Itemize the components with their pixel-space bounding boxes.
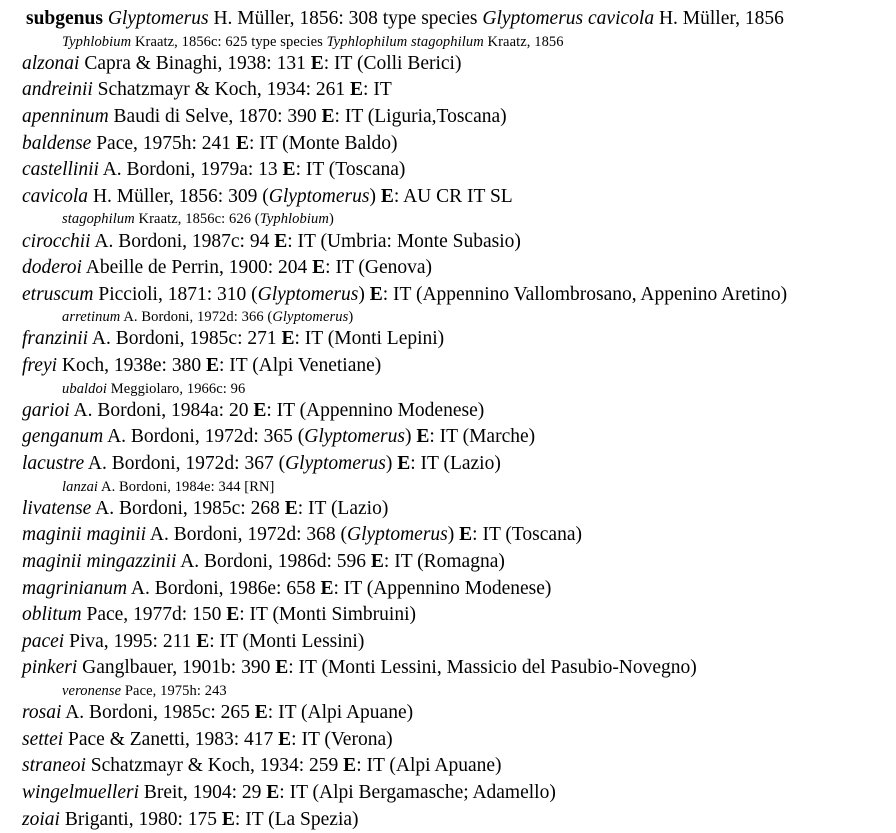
synonym-name: lanzai (62, 478, 99, 495)
species-name: maginii maginii (22, 524, 147, 546)
synonym-author: A. Bordoni, 1972d: 366 (123, 309, 264, 326)
species-author: Pace, 1977d: 150 (86, 604, 222, 626)
species-author: A. Bordoni, 1972d: 367 (87, 453, 274, 475)
status-code: E (275, 657, 289, 679)
species-synonym (0, 682, 896, 700)
status-code: E (235, 132, 249, 154)
species-entry (0, 700, 896, 727)
subgenus-type-author: H. Müller, 1856 (658, 8, 784, 29)
species-name: magrinianum (22, 577, 128, 599)
species-author: A. Bordoni, 1985c: 271 (91, 328, 277, 350)
status-code: E (253, 399, 267, 421)
species-author: Koch, 1938e: 380 (61, 355, 202, 377)
species-author: Ganglbauer, 1901b: 390 (82, 657, 271, 679)
status-code: E (254, 702, 268, 724)
species-name: castellinii (22, 159, 99, 181)
species-author: A. Bordoni, 1987c: 94 (94, 230, 270, 252)
species-author: A. Bordoni, 1972d: 365 (107, 426, 293, 448)
species-subgenus: Glyptomerus (257, 283, 359, 305)
distribution: : IT (La Spezia) (234, 808, 359, 830)
species-entry (0, 353, 896, 380)
distribution: : IT (Monti Lessini, Massicio del Pasubio-Novegno) (288, 657, 697, 679)
distribution: : IT (Umbria: Monte Subasio) (287, 230, 521, 252)
species-name: baldense (22, 132, 92, 154)
species-entry (0, 576, 896, 603)
species-entry (0, 131, 896, 158)
species-name: etruscum (22, 283, 94, 305)
species-entry (0, 496, 896, 523)
species-name: settei (22, 728, 64, 750)
species-entry: cavicola H. Müller, 1856: 309 (Glyptomerus) E: AU CR IT SL (22, 185, 513, 207)
distribution: : IT (Liguria,Toscana) (334, 105, 507, 127)
distribution: : IT (Toscana) (472, 524, 582, 546)
status-code: E (370, 550, 384, 572)
status-code: E (226, 604, 240, 626)
status-code: E (380, 185, 394, 207)
distribution: : IT (Romagna) (383, 550, 505, 572)
distribution: : IT (Alpi Bergamasche; Adamello) (279, 781, 556, 803)
species-synonym: arretinum A. Bordoni, 1972d: 366 (Glyptomerus) (62, 309, 354, 326)
status-code: E (278, 728, 292, 750)
species-name: rosai (22, 702, 62, 724)
species-author: A. Bordoni, 1972d: 368 (149, 524, 336, 546)
species-entry: lacustre A. Bordoni, 1972d: 367 (Glyptomerus) E: IT (Lazio) (22, 453, 501, 475)
distribution: : AU CR IT SL (393, 185, 513, 207)
distribution: : IT (Toscana) (295, 159, 406, 181)
species-entry (0, 398, 896, 425)
distribution: : IT (363, 79, 392, 101)
synonym-name: ubaldoi (62, 380, 108, 397)
status-code: E (343, 755, 357, 777)
synonym-type-author: Kraatz, 1856 (487, 33, 564, 50)
species-name: livatense (22, 497, 92, 519)
species-name: oblitum (22, 604, 82, 626)
subgenus-synonym (0, 33, 896, 51)
species-synonym: stagophilum Kraatz, 1856c: 626 (Typhlobium) (62, 211, 334, 228)
species-author: A. Bordoni, 1986d: 596 (180, 550, 367, 572)
species-subgenus: Glyptomerus (268, 185, 370, 207)
species-entry (0, 229, 896, 256)
subgenus-heading (0, 6, 896, 33)
synonym-type-species: Typhlophilum stagophilum (326, 33, 484, 50)
status-code: E (221, 808, 235, 830)
subgenus-type-species: Glyptomerus cavicola (482, 8, 655, 29)
synonym-author: Kraatz, 1856c: 625 type species (134, 33, 323, 50)
species-list (0, 51, 896, 833)
status-code: E (196, 630, 210, 652)
species-name: pacei (22, 630, 65, 652)
status-code: E (350, 79, 364, 101)
distribution: : IT (Monti Lepini) (294, 328, 445, 350)
species-entry (0, 549, 896, 576)
synonym-subgenus: Typhlobium (259, 211, 329, 228)
species-subgenus: Glyptomerus (304, 426, 405, 448)
species-entry (0, 326, 896, 353)
species-name: lacustre (22, 453, 85, 475)
species-author: A. Bordoni, 1985c: 268 (95, 497, 280, 519)
synonym-author: Meggiolaro, 1966c: 96 (110, 380, 246, 397)
species-name: franzinii (22, 328, 89, 350)
species-entry (0, 753, 896, 780)
species-name: straneoi (22, 755, 86, 777)
species-name: andreinii (22, 79, 93, 101)
species-entry (0, 77, 896, 104)
status-code: E (320, 577, 334, 599)
status-code: E (281, 328, 295, 350)
species-entry (0, 157, 896, 184)
status-code: E (459, 524, 473, 546)
status-code: E (312, 257, 326, 279)
species-entry: maginii maginii A. Bordoni, 1972d: 368 (Glyptomerus) E: IT (Toscana) (22, 524, 582, 546)
distribution: : IT (Monti Lessini) (209, 630, 365, 652)
species-author: Breit, 1904: 29 (143, 781, 262, 803)
status-code: E (397, 453, 411, 475)
species-name: zoiai (22, 808, 60, 830)
status-code: E (369, 283, 383, 305)
species-name: pinkeri (22, 657, 78, 679)
distribution: : IT (Appennino Modenese) (333, 577, 552, 599)
species-author: Abeille de Perrin, 1900: 204 (85, 257, 308, 279)
species-entry (0, 629, 896, 656)
species-author: Briganti, 1980: 175 (64, 808, 218, 830)
species-name: wingelmuelleri (22, 781, 139, 803)
species-synonym (0, 380, 896, 398)
distribution: : IT (Alpi Venetiane) (218, 355, 382, 377)
status-code: E (416, 426, 430, 448)
status-code: E (321, 105, 335, 127)
status-code: E (284, 497, 298, 519)
species-name: apenninum (22, 105, 109, 127)
synonym-subgenus: Glyptomerus (272, 309, 349, 326)
status-code: E (282, 159, 296, 181)
species-author: Pace & Zanetti, 1983: 417 (68, 728, 274, 750)
subgenus-name: Glyptomerus (107, 8, 209, 29)
synonym-name: arretinum (62, 309, 121, 326)
synonym-name: Typhlobium (62, 33, 132, 50)
species-entry: genganum A. Bordoni, 1972d: 365 (Glyptomerus) E: IT (Marche) (22, 426, 536, 448)
species-author: Piccioli, 1871: 310 (98, 283, 247, 305)
species-entry (0, 807, 896, 833)
species-name: maginii mingazzinii (22, 550, 177, 572)
subgenus-author: H. Müller, 1856: 308 type species (213, 8, 478, 29)
species-name: doderoi (22, 257, 82, 279)
species-name: cavicola (22, 185, 89, 207)
status-code: E (274, 230, 288, 252)
species-author: Schatzmayr & Koch, 1934: 261 (97, 79, 346, 101)
status-code: E (205, 355, 219, 377)
synonym-author: A. Bordoni, 1984e: 344 [RN] (101, 478, 275, 495)
subgenus-label: subgenus (26, 8, 103, 29)
distribution: : IT (Verona) (291, 728, 393, 750)
species-author: Piva, 1995: 211 (69, 630, 192, 652)
species-author: Pace, 1975h: 241 (96, 132, 232, 154)
distribution: : IT (Appennino Modenese) (266, 399, 485, 421)
synonym-author: Pace, 1975h: 243 (124, 683, 227, 700)
distribution: : IT (Appennino Vallombrosano, Appenino Aretino) (382, 283, 788, 305)
synonym-author: Kraatz, 1856c: 626 (138, 211, 252, 228)
distribution: : IT (Genova) (325, 257, 433, 279)
species-author: H. Müller, 1856: 309 (92, 185, 258, 207)
species-author: A. Bordoni, 1984a: 20 (73, 399, 249, 421)
species-author: Baudi di Selve, 1870: 390 (113, 105, 317, 127)
species-name: cirocchii (22, 230, 91, 252)
status-code: E (266, 781, 280, 803)
distribution: : IT (Colli Berici) (323, 52, 462, 74)
distribution: : IT (Marche) (429, 426, 536, 448)
species-synonym (0, 478, 896, 496)
species-subgenus: Glyptomerus (347, 524, 448, 546)
species-name: genganum (22, 426, 104, 448)
species-entry: etruscum Piccioli, 1871: 310 (Glyptomerus) E: IT (Appennino Vallombrosano, Appenino Aretino) (22, 283, 788, 305)
distribution: : IT (Monti Simbruini) (239, 604, 416, 626)
species-entry (0, 602, 896, 629)
species-author: A. Bordoni, 1979a: 13 (102, 159, 278, 181)
species-name: alzonai (22, 52, 80, 74)
species-name: garioi (22, 399, 70, 421)
synonym-name: veronense (62, 683, 122, 700)
species-author: Schatzmayr & Koch, 1934: 259 (90, 755, 339, 777)
distribution: : IT (Alpi Apuane) (356, 755, 502, 777)
species-name: freyi (22, 355, 58, 377)
distribution: : IT (Lazio) (410, 453, 501, 475)
status-code: E (310, 52, 324, 74)
species-author: A. Bordoni, 1986e: 658 (130, 577, 316, 599)
species-entry (0, 255, 896, 282)
species-subgenus: Glyptomerus (285, 453, 386, 475)
species-entry (0, 104, 896, 131)
species-author: A. Bordoni, 1985c: 265 (65, 702, 250, 724)
species-entry (0, 655, 896, 682)
distribution: : IT (Monte Baldo) (248, 132, 398, 154)
species-entry (0, 51, 896, 78)
distribution: : IT (Alpi Apuane) (267, 702, 414, 724)
distribution: : IT (Lazio) (297, 497, 389, 519)
species-author: Capra & Binaghi, 1938: 131 (84, 52, 306, 74)
species-entry (0, 727, 896, 754)
synonym-name: stagophilum (62, 211, 135, 228)
species-entry (0, 780, 896, 807)
